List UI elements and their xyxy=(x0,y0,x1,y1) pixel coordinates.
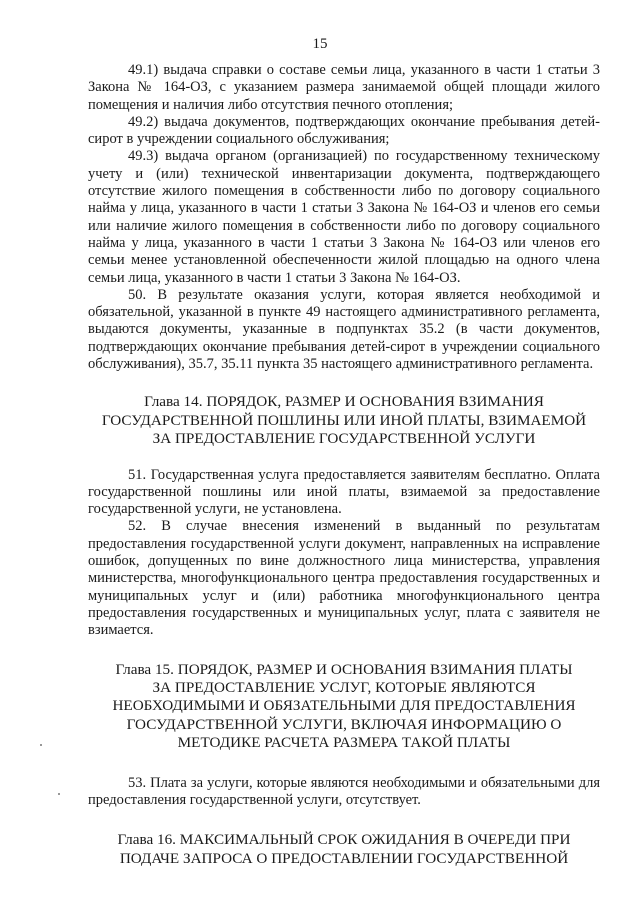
scan-speck xyxy=(40,744,42,746)
chapter-14-heading-line: ЗА ПРЕДОСТАВЛЕНИЕ ГОСУДАРСТВЕННОЙ УСЛУГИ xyxy=(152,430,536,448)
paragraph-49-3: 49.3) выдача органом (организацией) по государственному техническому учету и (или) технической инвентаризации документа, подтверждающего отсутствие жилого помещения в собственности либо по договору социального найма у лица, указанного в части 1 статьи 3 Закона № 164-ОЗ и членов его семьи или наличие жилого помещения в собственности либо по договору социального найма у лица, указанного в части 1 статьи 3 Закона № 164-ОЗ или членов его семьи менее установленной обеспеченности жилой площадью на одного члена семьи лица, указанного в части 1 статьи 3 Закона № 164-ОЗ. xyxy=(88,148,600,286)
chapter-15-heading-line: МЕТОДИКЕ РАСЧЕТА РАЗМЕРА ТАКОЙ ПЛАТЫ xyxy=(177,734,511,752)
chapter-15-heading-line: НЕОБХОДИМЫМИ И ОБЯЗАТЕЛЬНЫМИ ДЛЯ ПРЕДОСТАВЛЕНИЯ xyxy=(112,697,576,715)
chapter-14-heading xyxy=(88,393,600,448)
chapter-16-heading-line: ПОДАЧЕ ЗАПРОСА О ПРЕДОСТАВЛЕНИИ ГОСУДАРСТВЕННОЙ xyxy=(119,849,569,867)
chapter-16-heading-line: Глава 16. МАКСИМАЛЬНЫЙ СРОК ОЖИДАНИЯ В ОЧЕРЕДИ ПРИ xyxy=(117,831,571,849)
paragraph-51: 51. Государственная услуга предоставляется заявителям бесплатно. Оплата государственной пошлины или иной платы, взимаемой за предоставление государственной услуги, не установлена. xyxy=(88,466,600,518)
chapter-14-heading-line: ГОСУДАРСТВЕННОЙ ПОШЛИНЫ ИЛИ ИНОЙ ПЛАТЫ, ВЗИМАЕМОЙ xyxy=(101,411,587,429)
document-body xyxy=(88,62,600,868)
page-number: 15 xyxy=(312,36,328,52)
paragraph-50: 50. В результате оказания услуги, которая является необходимой и обязательной, указанной в пункте 49 настоящего административного регламента, выдаются документы, указанные в подпунктах 35.2 (в части документов, подтверждающих окончание пребывания детей-сирот в учреждении социального обслуживания), 35.7, 35.11 пункта 35 настоящего административного регламента. xyxy=(88,286,600,373)
chapter-15-heading-line: Глава 15. ПОРЯДОК, РАЗМЕР И ОСНОВАНИЯ ВЗИМАНИЯ ПЛАТЫ xyxy=(115,660,573,678)
chapter-14-heading-line: Глава 14. ПОРЯДОК, РАЗМЕР И ОСНОВАНИЯ ВЗИМАНИЯ xyxy=(144,393,544,411)
chapter-15-heading-line: ЗА ПРЕДОСТАВЛЕНИЕ УСЛУГ, КОТОРЫЕ ЯВЛЯЮТСЯ xyxy=(152,678,536,696)
chapter-15-heading xyxy=(88,661,600,753)
scan-speck xyxy=(58,793,60,795)
paragraph-49-1: 49.1) выдача справки о составе семьи лица, указанного в части 1 статьи 3 Закона № 164-ОЗ, с указанием размера занимаемой общей площади жилого помещения и наличия либо отсутствия печного отопления; xyxy=(88,62,600,113)
chapter-15-heading-line: ГОСУДАРСТВЕННОЙ УСЛУГИ, ВКЛЮЧАЯ ИНФОРМАЦИЮ О xyxy=(126,715,562,733)
chapter-16-heading xyxy=(88,831,600,868)
paragraph-53: 53. Плата за услуги, которые являются необходимыми и обязательными для предоставления государственной услуги, отсутствует. xyxy=(88,774,600,808)
paragraph-52: 52. В случае внесения изменений в выданный по результатам предоставления государственной услуги документ, направленных на исправление ошибок, допущенных по вине должностного лица министерства, управления министерства, многофункционального центра предоставления государственных и муниципальных услуг и (или) работника многофункционального центра предоставления государственных и муниципальных услуг, плата с заявителя не взимается. xyxy=(88,518,600,639)
paragraph-49-2: 49.2) выдача документов, подтверждающих окончание пребывания детей-сирот в учреждении социального обслуживания; xyxy=(88,113,600,148)
